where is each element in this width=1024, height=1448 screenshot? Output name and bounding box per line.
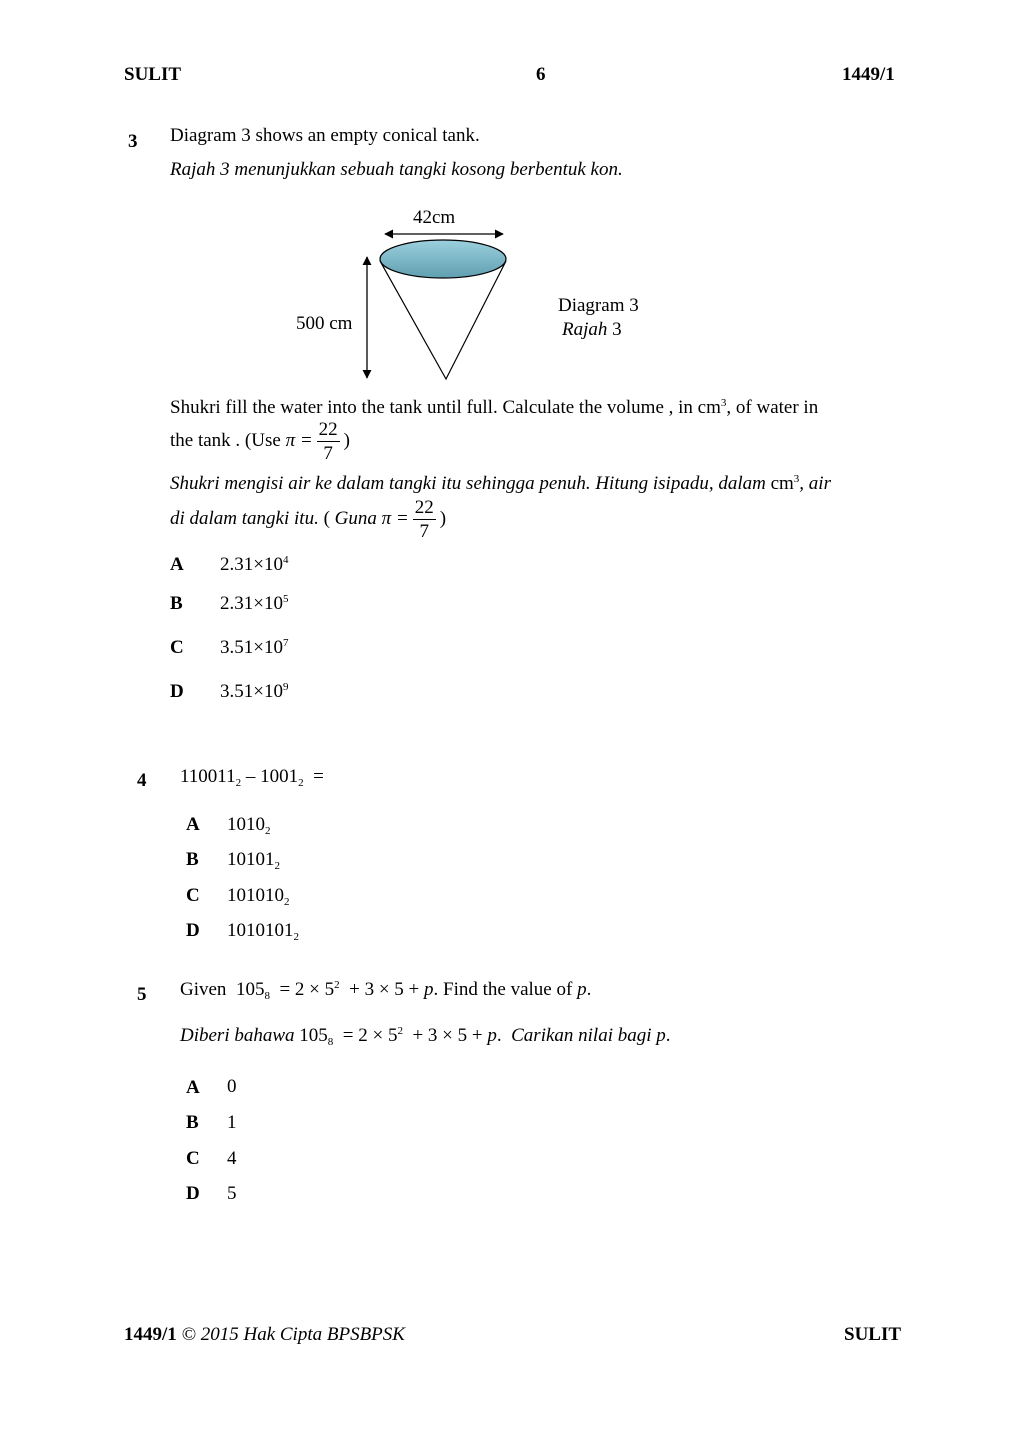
q5-expression-b: + 3 × 5 + (349, 979, 420, 1000)
question-3-text-ms: Rajah 3 menunjukkan sebuah tangki kosong berbentuk kon. (170, 159, 623, 180)
close-paren: ) (343, 429, 350, 451)
q3-option-c-exponent: 7 (282, 637, 289, 649)
q4-option-c-base: 2 (284, 896, 290, 908)
instruction-en-use: the tank . (Use (170, 429, 281, 451)
q4-option-d-base: 2 (293, 931, 299, 943)
question-3-instruction-ms-line1 (170, 473, 831, 495)
q3-option-d-value[interactable] (220, 681, 288, 703)
q3-option-a-letter[interactable]: A (170, 554, 184, 575)
q4-option-a-digits: 1010 (227, 814, 265, 835)
q5-number-value: 105 (235, 979, 265, 1000)
unit-cm: cm (770, 473, 794, 494)
q5-option-d-value[interactable]: 5 (227, 1183, 237, 1204)
q4-equals: = (313, 766, 324, 787)
q4-option-d-digits: 1010101 (227, 920, 294, 941)
header-left: SULIT (124, 64, 182, 85)
q5-period-ms-end: . (665, 1025, 671, 1046)
height-label: 500 cm (296, 313, 353, 334)
close-paren-ms: ) (439, 507, 447, 529)
instruction-en-text: Shukri fill the water into the tank until full. Calculate the volume , in cm (170, 397, 721, 418)
q3-option-d-mantissa: 3.51×10 (220, 681, 283, 702)
q3-option-a-value[interactable] (220, 554, 288, 576)
q5-variable-p-end: p (577, 979, 587, 1000)
q5-expression-a-ms: = 2 × 5 (342, 1025, 398, 1046)
q5-variable-p-ms: p (487, 1025, 497, 1046)
footer-copyright: © 2015 Hak Cipta BPSBPSK (181, 1324, 405, 1345)
diameter-label: 42cm (413, 207, 456, 228)
tank-top-ellipse (380, 240, 506, 278)
pi-fraction-ms (413, 498, 436, 541)
q4-option-c-letter[interactable]: C (186, 885, 200, 906)
q3-option-a-mantissa: 2.31×10 (220, 554, 283, 575)
q5-variable-p: p (424, 979, 434, 1000)
q4-option-b-value[interactable] (227, 849, 280, 871)
question-4-number: 4 (137, 770, 147, 791)
cubic-superscript: 3 (720, 397, 727, 409)
q3-option-c-mantissa: 3.51×10 (220, 637, 283, 658)
open-paren: ( (323, 507, 330, 529)
q5-option-b-letter[interactable]: B (186, 1112, 199, 1133)
q5-expression-b-ms: + 3 × 5 + (412, 1025, 483, 1046)
question-4-expression (180, 766, 324, 788)
instruction-ms-tangki: di dalam tangki itu. (170, 507, 319, 529)
q5-number-base: 8 (264, 990, 270, 1002)
question-5-number: 5 (137, 984, 147, 1005)
q5-carikan: Carikan nilai bagi (511, 1025, 652, 1046)
q3-option-b-letter[interactable]: B (170, 593, 183, 614)
q4-option-c-digits: 101010 (227, 885, 284, 906)
page-number: 6 (536, 64, 546, 85)
q5-find-text: . Find the value of (433, 979, 573, 1000)
q5-option-b-value[interactable]: 1 (227, 1112, 237, 1133)
q4-option-d-letter[interactable]: D (186, 920, 200, 941)
caption-ms-word: Rajah (562, 319, 608, 340)
q5-variable-p-ms-end: p (656, 1025, 666, 1046)
q5-option-c-value[interactable]: 4 (227, 1148, 237, 1169)
q5-option-d-letter[interactable]: D (186, 1183, 200, 1204)
instruction-ms-text: Shukri mengisi air ke dalam tangki itu sehingga penuh. Hitung isipadu, dalam (170, 473, 766, 494)
q3-option-c-value[interactable] (220, 637, 288, 659)
q4-option-b-letter[interactable]: B (186, 849, 199, 870)
caption-ms-number: 3 (612, 319, 622, 340)
pi-fraction (317, 420, 340, 463)
q4-option-b-digits: 10101 (227, 849, 275, 870)
q5-number-value-ms: 105 (299, 1025, 328, 1046)
guna-word: Guna (334, 507, 377, 529)
q5-expression-exponent: 2 (334, 979, 340, 991)
instruction-en-text-end: , of water in (726, 397, 819, 418)
question-5-text-ms (180, 1025, 671, 1047)
q3-option-b-exponent: 5 (282, 593, 289, 605)
q4-option-d-value[interactable] (227, 920, 299, 942)
q3-option-b-value[interactable] (220, 593, 288, 615)
q5-given: Given (180, 979, 227, 1000)
q3-option-a-exponent: 4 (282, 554, 289, 566)
q3-option-c-letter[interactable]: C (170, 637, 184, 658)
pi-denominator: 7 (323, 443, 333, 464)
q5-period-ms: . (496, 1025, 502, 1046)
question-5-text-en (180, 979, 591, 1001)
q4-minus: – (245, 766, 256, 787)
instruction-ms-text-end: , air (799, 473, 831, 494)
question-3-number: 3 (128, 131, 138, 152)
question-3-instruction-en-line1 (170, 397, 818, 419)
pi-numerator-ms: 22 (414, 497, 434, 518)
cubic-superscript-ms: 3 (793, 473, 800, 485)
q5-option-a-letter[interactable]: A (186, 1077, 200, 1098)
cone-outline (380, 261, 506, 379)
cone-diagram (280, 195, 680, 390)
q3-option-b-mantissa: 2.31×10 (220, 593, 283, 614)
q5-diberi: Diberi bahawa (180, 1025, 295, 1046)
q4-option-b-base: 2 (274, 860, 280, 872)
q4-option-a-value[interactable] (227, 814, 271, 836)
footer-right: SULIT (844, 1324, 902, 1345)
pi-symbol-ms: π = (381, 507, 409, 529)
q4-term2-base: 2 (298, 777, 304, 789)
q4-term1: 110011 (180, 766, 236, 787)
pi-numerator: 22 (318, 419, 338, 440)
q5-period: . (586, 979, 592, 1000)
q5-option-a-value[interactable]: 0 (227, 1076, 237, 1097)
q3-option-d-letter[interactable]: D (170, 681, 184, 702)
header-right: 1449/1 (842, 64, 895, 85)
q4-option-a-base: 2 (265, 825, 271, 837)
q5-expression-exponent-ms: 2 (397, 1025, 403, 1037)
q4-term1-base: 2 (235, 777, 242, 789)
question-3-text-en: Diagram 3 shows an empty conical tank. (170, 125, 480, 146)
q4-option-c-value[interactable] (227, 885, 290, 907)
footer-left (124, 1324, 405, 1346)
q4-option-a-letter[interactable]: A (186, 814, 200, 835)
pi-denominator-ms: 7 (419, 521, 429, 542)
pi-symbol: π = (285, 429, 313, 451)
q3-option-d-exponent: 9 (282, 681, 289, 693)
q5-expression-a: = 2 × 5 (279, 979, 335, 1000)
q5-number-base-ms: 8 (327, 1036, 334, 1048)
diagram-caption-ms (561, 319, 622, 340)
question-3-instruction-ms-line2 (170, 498, 446, 541)
q4-term2: 1001 (260, 766, 299, 787)
diagram-caption-en: Diagram 3 (558, 295, 639, 316)
q5-option-c-letter[interactable]: C (186, 1148, 200, 1169)
footer-code: 1449/1 (124, 1324, 177, 1345)
question-3-instruction-en-line2 (170, 420, 350, 463)
